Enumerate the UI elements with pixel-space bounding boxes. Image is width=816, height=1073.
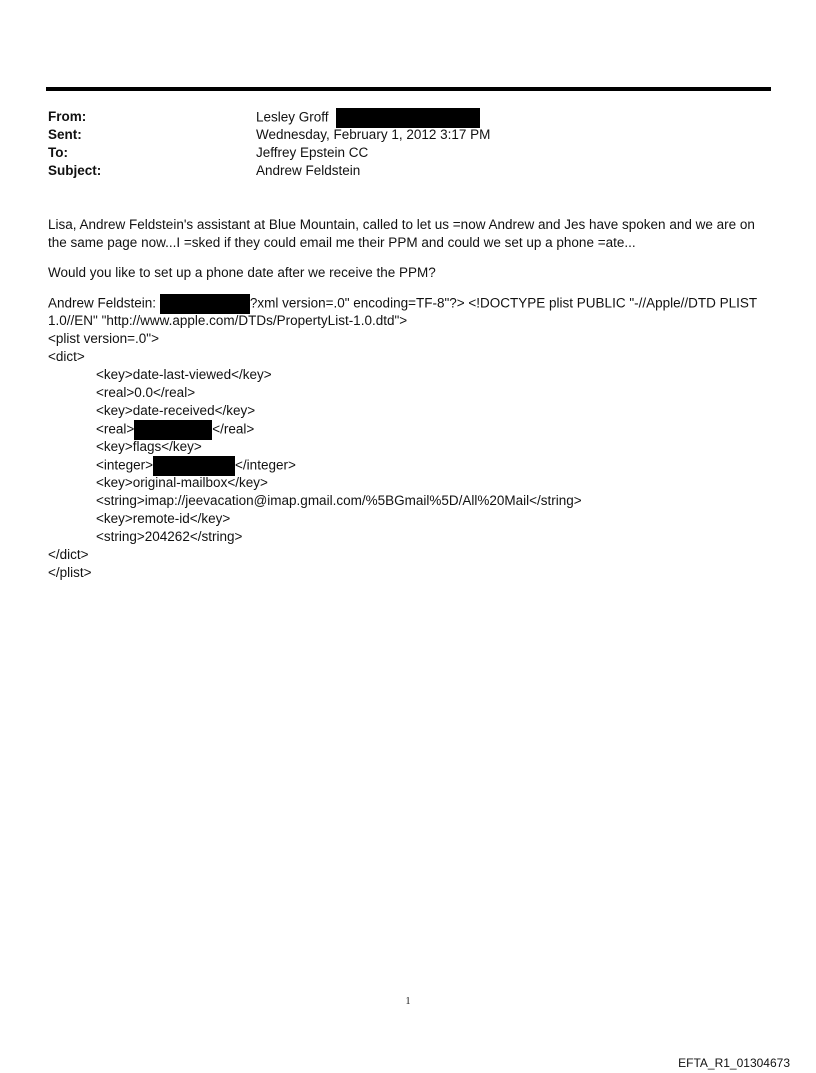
plist-value-redacted — [48, 420, 768, 438]
to-value: Jeffrey Epstein CC — [256, 145, 369, 160]
sent-row — [48, 126, 748, 144]
from-row — [48, 108, 748, 126]
plist-value: <real>0.0</real> — [96, 385, 196, 400]
plist-close: </plist> — [48, 565, 92, 580]
subject-value: Andrew Feldstein — [256, 163, 361, 178]
plist-key: <key>date-last-viewed</key> — [96, 367, 272, 382]
dict-open: <dict> — [48, 349, 85, 364]
page-number: 1 — [405, 996, 411, 1007]
redaction-block — [153, 456, 235, 476]
from-value — [256, 108, 480, 126]
plist-key: <key>original-mailbox</key> — [96, 475, 268, 490]
value-suffix: </real> — [212, 421, 255, 437]
redaction-block — [160, 294, 250, 314]
sent-value: Wednesday, February 1, 2012 3:17 PM — [256, 127, 491, 142]
value-suffix: </integer> — [235, 457, 296, 473]
sig-suffix: ?xml version=.0" encoding=TF-8"?> <!DOCTYPE plist PUBLIC "-//Apple//DTD PLIST — [249, 295, 758, 311]
email-body — [48, 216, 768, 582]
sig-prefix: Andrew Feldstein: — [48, 295, 157, 311]
from-name: Lesley Groff — [256, 109, 329, 125]
to-label: To: — [48, 145, 68, 160]
redaction-block — [134, 420, 212, 440]
body-line: the same page now...I =sked if they could email me their PPM and could we set up a phone =ate... — [48, 235, 636, 250]
plist-value: <string>204262</string> — [96, 529, 243, 544]
document-id: EFTA_R1_01304673 — [678, 1056, 790, 1070]
body-paragraph-2: Would you like to set up a phone date after we receive the PPM? — [48, 265, 436, 280]
plist-value: <string>imap://jeevacation@imap.gmail.com/%5BGmail%5D/All%20Mail</string> — [96, 493, 582, 508]
plist-value-redacted — [48, 456, 768, 474]
body-paragraph-1 — [48, 216, 768, 252]
subject-label: Subject: — [48, 163, 102, 178]
body-line: Lisa, Andrew Feldstein's assistant at Blue Mountain, called to let us =now Andrew and Jes have spoken and we are on — [48, 217, 755, 232]
plist-key: <key>remote-id</key> — [96, 511, 231, 526]
doctype-line: 1.0//EN" "http://www.apple.com/DTDs/PropertyList-1.0.dtd"> — [48, 313, 408, 328]
header-rule — [46, 87, 771, 91]
sent-label: Sent: — [48, 127, 82, 142]
value-prefix: <integer> — [96, 457, 154, 473]
to-row — [48, 144, 748, 162]
value-prefix: <real> — [96, 421, 135, 437]
plist-open: <plist version=.0"> — [48, 331, 159, 346]
plist-key: <key>flags</key> — [96, 439, 202, 454]
dict-close: </dict> — [48, 547, 89, 562]
redaction-block — [336, 108, 480, 128]
signature-line — [48, 294, 768, 312]
email-header — [48, 108, 748, 180]
subject-row — [48, 162, 748, 180]
plist-key: <key>date-received</key> — [96, 403, 256, 418]
from-label: From: — [48, 109, 87, 124]
